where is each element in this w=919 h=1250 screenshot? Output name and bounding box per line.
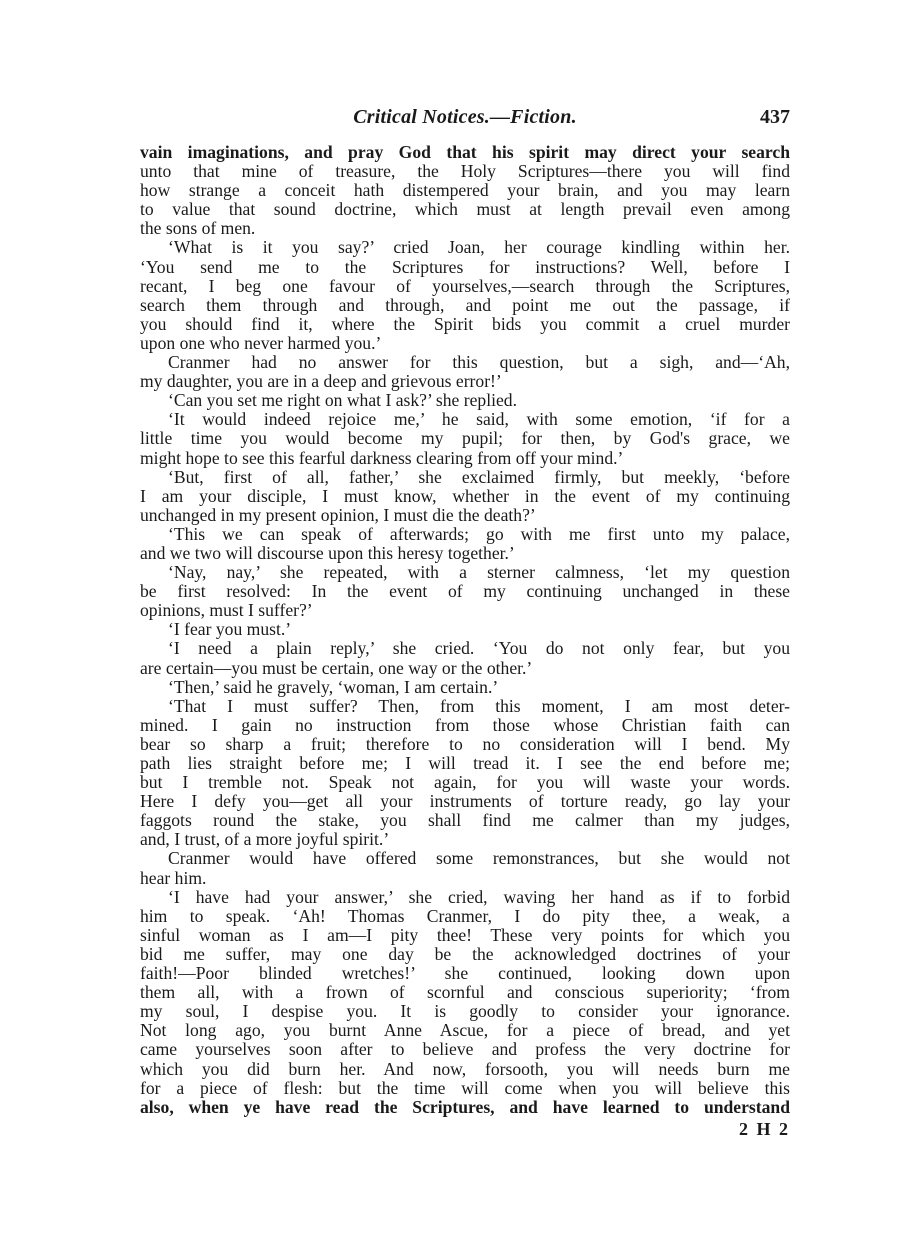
text-line: them all, with a frown of scornful and conscious superiority; ‘from (140, 982, 790, 1003)
text-line: might hope to see this fearful darkness clearing from off your mind.’ (140, 447, 624, 468)
text-line: ‘I need a plain reply,’ she cried. ‘You do not only fear, but you (168, 638, 790, 659)
text-line: for a piece of flesh: but the time will come when you will believe this (140, 1077, 790, 1098)
text-line: ‘I fear you must.’ (168, 619, 292, 640)
text-line: how strange a conceit hath distempered your brain, and you may learn (140, 180, 790, 201)
text-line: unchanged in my present opinion, I must die the death?’ (140, 504, 536, 525)
page-number: 437 (760, 106, 790, 128)
text-line: Cranmer would have offered some remonstrances, but she would not (168, 848, 790, 869)
text-line: path lies straight before me; I will tread it. I see the end before me; (140, 753, 790, 773)
text-line: but I tremble not. Speak not again, for you will waste your words. (140, 772, 790, 793)
text-line: to value that sound doctrine, which must at length prevail even among (140, 199, 790, 220)
text-line: ‘Can you set me right on what I ask?’ she replied. (168, 390, 518, 411)
text-line: faith!—Poor blinded wretches!’ she continued, looking down upon (140, 963, 790, 984)
text-line: faggots round the stake, you shall find me calmer than my judges, (140, 810, 790, 831)
text-line: and we two will discourse upon this heresy together.’ (140, 542, 515, 563)
text-line: which you did burn her. And now, forsooth, you will needs burn me (140, 1058, 790, 1079)
text-line: upon one who never harmed you.’ (140, 332, 382, 353)
text-line: ‘That I must suffer? Then, from this moment, I am most deter- (168, 695, 790, 716)
text-line: Not long ago, you burnt Anne Ascue, for a piece of bread, and yet (140, 1020, 790, 1041)
text-line: him to speak. ‘Ah! Thomas Cranmer, I do pity thee, a weak, a (140, 905, 790, 926)
text-line: unto that mine of treasure, the Holy Scriptures—there you will find (140, 161, 790, 182)
text-line: my soul, I despise you. It is goodly to consider your ignorance. (140, 1001, 790, 1022)
text-line: ‘But, first of all, father,’ she exclaimed firmly, but meekly, ‘before (168, 466, 790, 487)
text-line: are certain—you must be certain, one way or the other.’ (140, 657, 533, 678)
signature-mark: 2 H 2 (738, 1119, 790, 1139)
text-line: mined. I gain no instruction from those whose Christian faith can (140, 714, 790, 735)
text-line: recant, I beg one favour of yourselves,—search through the Scriptures, (140, 275, 790, 296)
text-line: my daughter, you are in a deep and grievous error!’ (140, 371, 502, 392)
text-line: ‘Then,’ said he gravely, ‘woman, I am certain.’ (168, 676, 499, 697)
text-line: ‘You send me to the Scriptures for instructions? Well, before I (140, 256, 790, 277)
text-line: sinful woman as I am—I pity thee! These very points for which you (140, 924, 790, 945)
text-line: bid me suffer, may one day be the acknowledged doctrines of your (140, 943, 790, 964)
text-line: opinions, must I suffer?’ (140, 600, 313, 621)
text-line: ‘I have had your answer,’ she cried, waving her hand as if to forbid (168, 886, 790, 907)
running-title: Critical Notices.—Fiction. (353, 106, 577, 128)
text-line: came yourselves soon after to believe and profess the very doctrine for (140, 1039, 790, 1060)
text-line: also, when ye have read the Scriptures, and have learned to understand (140, 1096, 790, 1117)
text-line: ‘This we can speak of afterwards; go with me first unto my palace, (168, 523, 790, 544)
running-head (140, 106, 790, 136)
text-line: I am your disciple, I must know, whether in the event of my continuing (140, 485, 790, 506)
text-line: bear so sharp a fruit; therefore to no consideration will I bend. My (140, 733, 790, 754)
text-line: the sons of men. (140, 218, 256, 239)
text-line: you should find it, where the Spirit bids you commit a cruel murder (140, 313, 790, 334)
text-line: Cranmer had no answer for this question, but a sigh, and—‘Ah, (168, 352, 790, 373)
text-line: vain imaginations, and pray God that his spirit may direct your search (140, 142, 790, 162)
body-text (140, 143, 790, 1117)
text-line: and, I trust, of a more joyful spirit.’ (140, 829, 390, 850)
text-line: ‘Nay, nay,’ she repeated, with a sterner calmness, ‘let my question (168, 562, 790, 583)
text-line: ‘It would indeed rejoice me,’ he said, with some emotion, ‘if for a (168, 409, 790, 430)
text-line: ‘What is it you say?’ cried Joan, her courage kindling within her. (168, 237, 790, 258)
text-line: Here I defy you—get all your instruments of torture ready, go lay your (140, 791, 790, 812)
text-line: search them through and through, and point me out the passage, if (140, 294, 790, 315)
text-line: hear him. (140, 867, 207, 888)
text-line: little time you would become my pupil; for then, by God's grace, we (140, 428, 790, 449)
text-line: be first resolved: In the event of my continuing unchanged in these (140, 581, 790, 602)
